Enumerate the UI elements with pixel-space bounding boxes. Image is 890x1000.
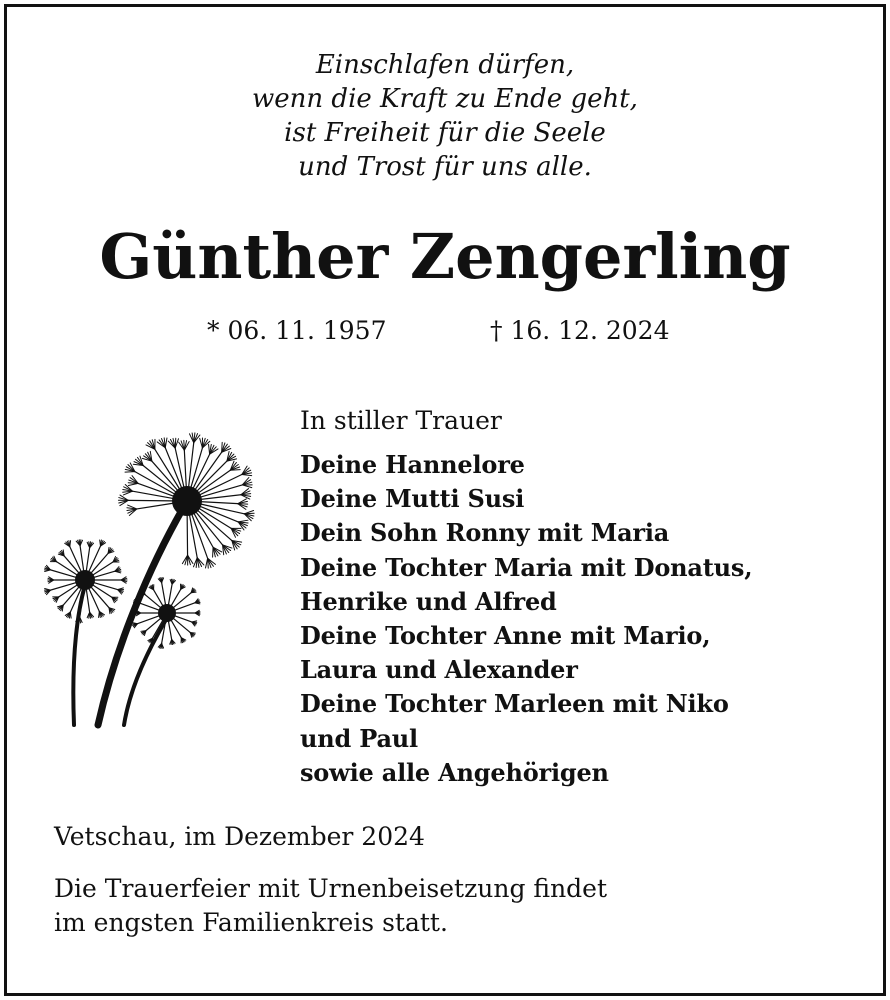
mourner-line: sowie alle Angehörigen: [300, 757, 609, 787]
mourner-line: Deine Tochter Maria mit Donatus,: [300, 552, 753, 582]
place-and-date: Vetschau, im Dezember 2024: [54, 822, 425, 851]
mourner-line: Deine Hannelore: [300, 450, 525, 479]
mourner-line: und Paul: [300, 723, 418, 753]
poem-line: und Trost für uns alle.: [298, 152, 592, 182]
mourner-line: Henrike und Alfred: [300, 586, 557, 616]
mourner-line: Deine Tochter Marleen mit Niko: [300, 689, 729, 719]
mourner-line: Deine Tochter Anne mit Mario,: [300, 621, 711, 651]
poem-line: wenn die Kraft zu Ende geht,: [252, 84, 638, 114]
poem: [0, 48, 890, 184]
mourners-list: [300, 448, 752, 790]
mourner-line: Laura und Alexander: [300, 655, 578, 685]
mourning-intro: In stiller Trauer: [300, 406, 502, 435]
funeral-notice: [54, 872, 607, 940]
mourner-line: Deine Mutti Susi: [300, 484, 525, 514]
poem-line: ist Freiheit für die Seele: [284, 118, 606, 148]
dandelion-icon: [30, 425, 270, 735]
notice-line: Die Trauerfeier mit Urnenbeisetzung findet: [54, 874, 608, 903]
notice-line: im engsten Familienkreis statt.: [54, 908, 448, 937]
death-date: † 16. 12. 2024: [490, 316, 670, 345]
poem-line: Einschlafen dürfen,: [315, 50, 575, 80]
mourner-line: Dein Sohn Ronny mit Maria: [300, 518, 670, 548]
deceased-name: Günther Zengerling: [99, 220, 791, 293]
birth-date: * 06. 11. 1957: [207, 316, 387, 345]
